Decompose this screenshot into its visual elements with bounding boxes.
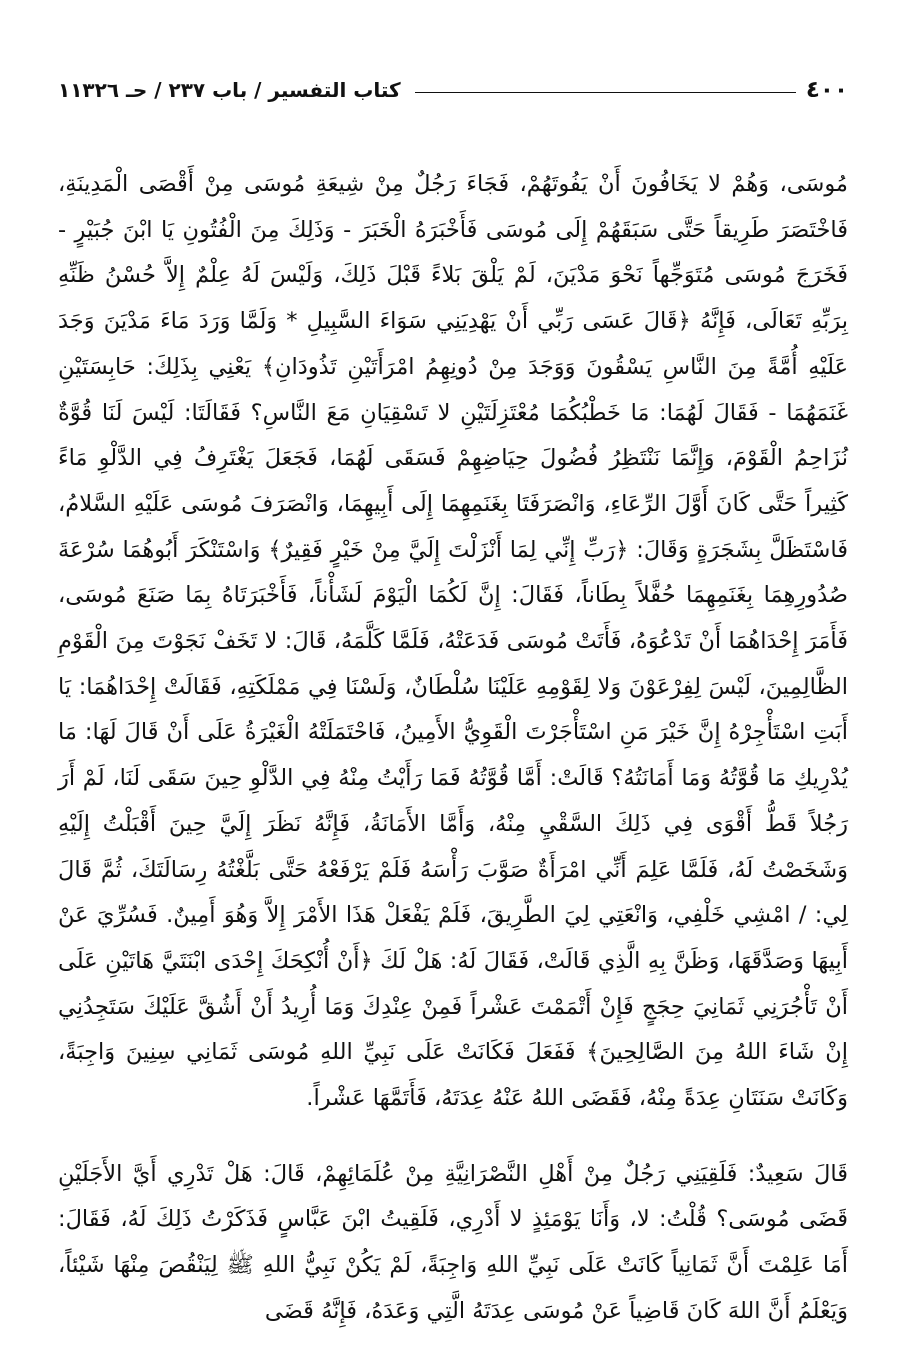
page-number: ٤٠٠ — [805, 77, 848, 103]
paragraph: مُوسَى، وَهُمْ لا يَخَافُونَ أَنْ يَفُوتَهُمْ، فَجَاءَ رَجُلٌ مِنْ شِيعَةِ مُوسَى مِنْ أَقْصَى الْمَدِينَةِ، فَاخْتَصَرَ طَرِيقاً حَتَّى سَبَقَهُمْ إِلَى مُوسَى فَأَخْبَرَهُ الْخَبَرَ - وَذَلِكَ مِنَ الْفُتُونِ يَا ابْنَ جُبَيْرٍ - فَخَرَجَ مُوسَى مُتَوَجِّهاً نَحْوَ مَدْيَنَ، لَمْ يَلْقَ بَلاءً قَبْلَ ذَلِكَ، وَلَيْسَ لَهُ عِلْمٌ إِلاَّ حُسْنُ ظَنِّهِ بِرَبِّهِ تَعَالَى، فَإِنَّهُ ﴿قَالَ عَسَى رَبِّي أَنْ يَهْدِيَنِي سَوَاءَ السَّبِيلِ * وَلَمَّا وَرَدَ مَاءَ مَدْيَنَ وَجَدَ عَلَيْهِ أُمَّةً مِنَ النَّاسِ يَسْقُونَ وَوَجَدَ مِنْ دُونِهِمُ امْرَأَتَيْنِ تَذُودَانِ﴾ يَعْنِي بِذَلِكَ: حَابِسَتَيْنِ غَنَمَهُمَا - فَقَالَ لَهُمَا: مَا خَطْبُكُمَا مُعْتَزِلَتَيْنِ لا تَسْقِيَانِ مَعَ النَّاسِ؟ فَقَالَتَا: لَيْسَ لَنَا قُوَّةٌ نُزَاحِمُ الْقَوْمَ، وَإِنَّمَا نَنْتَظِرُ فُضُولَ حِيَاضِهِمْ فَسَقَى لَهُمَا، فَجَعَلَ يَغْتَرِفُ فِي الدَّلْوِ مَاءً كَثِيراً حَتَّى كَانَ أَوَّلَ الرِّعَاءِ، وَانْصَرَفَتَا بِغَنَمِهِمَا إِلَى أَبِيهِمَا، وَانْصَرَفَ مُوسَى عَلَيْهِ السَّلامُ، فَاسْتَظَلَّ بِشَجَرَةٍ وَقَالَ: ﴿رَبِّ إِنِّي لِمَا أَنْزَلْتَ إِلَيَّ مِنْ خَيْرٍ فَقِيرٌ﴾ وَاسْتَنْكَرَ أَبُوهُمَا سُرْعَةَ صُدُورِهِمَا بِغَنَمِهِمَا حُفَّلاً بِطَاناً، فَقَالَ: إِنَّ لَكُمَا الْيَوْمَ لَشَأْناً، فَأَخْبَرَتَاهُ بِمَا صَنَعَ مُوسَى، فَأَمَرَ إِحْدَاهُمَا أَنْ تَدْعُوَهُ، فَأَتَتْ مُوسَى فَدَعَتْهُ، فَلَمَّا كَلَّمَهُ، قَالَ: لا تَخَفْ نَجَوْتَ مِنَ الْقَوْمِ الظَّالِمِينَ، لَيْسَ لِفِرْعَوْنَ وَلا لِقَوْمِهِ عَلَيْنَا سُلْطَانٌ، وَلَسْنَا فِي مَمْلَكَتِهِ، فَقَالَتْ إِحْدَاهُمَا: يَا أَبَتِ اسْتَأْجِرْهُ إِنَّ خَيْرَ مَنِ اسْتَأْجَرْتَ الْقَوِيُّ الأَمِينُ، فَاحْتَمَلَتْهُ الْغَيْرَةُ عَلَى أَنْ قَالَ لَهَا: مَا يُدْرِيكِ مَا قُوَّتُهُ وَمَا أَمَانَتُهُ؟ قَالَتْ: أَمَّا قُوَّتُهُ فَمَا رَأَيْتُ مِنْهُ فِي الدَّلْوِ حِينَ سَقَى لَنَا، لَمْ أَرَ رَجُلاً قَطُّ أَقْوَى فِي ذَلِكَ السَّقْيِ مِنْهُ، وَأَمَّا الأَمَانَةُ، فَإِنَّهُ نَظَرَ إِلَيَّ حِينَ أَقْبَلْتُ إِلَيْهِ وَشَخَصْتُ لَهُ، فَلَمَّا عَلِمَ أَنِّي امْرَأَةٌ صَوَّبَ رَأْسَهُ فَلَمْ يَرْفَعْهُ حَتَّى بَلَّغْتُهُ رِسَالَتَكَ، ثُمَّ قَالَ لِي: / امْشِي خَلْفِي، وَانْعَتِي لِيَ الطَّرِيقَ، فَلَمْ يَفْعَلْ هَذَا الأَمْرَ إِلاَّ وَهُوَ أَمِينٌ. فَسُرِّيَ عَنْ أَبِيهَا وَصَدَّقَهَا، وَظَنَّ بِهِ الَّذِي قَالَتْ، فَقَالَ لَهُ: هَلْ لَكَ ﴿أَنْ أُنْكِحَكَ إِحْدَى ابْنَتَيَّ هَاتَيْنِ عَلَى أَنْ تَأْجُرَنِي ثَمَانِيَ حِجَجٍ فَإِنْ أَتْمَمْتَ عَشْراً فَمِنْ عِنْدِكَ وَمَا أُرِيدُ أَنْ أَشُقَّ عَلَيْكَ سَتَجِدُنِي إِنْ شَاءَ اللهُ مِنَ الصَّالِحِينَ﴾ فَفَعَلَ فَكَانَتْ عَلَى نَبِيِّ اللهِ مُوسَى ثَمَانِي سِنِينَ وَاجِبَةً، وَكَانَتْ سَنَتَانِ عِدَةً مِنْهُ، فَقَضَى اللهُ عَنْهُ عِدَتَهُ، فَأَتَمَّهَا عَشْراً. — [58, 171, 848, 1112]
body-text — [58, 162, 848, 1335]
paragraph: قَالَ سَعِيدٌ: فَلَقِيَنِي رَجُلٌ مِنْ أَهْلِ النَّصْرَانِيَّةِ مِنْ عُلَمَائِهِمْ، قَالَ: هَلْ تَدْرِي أَيَّ الأَجَلَيْنِ قَضَى مُوسَى؟ قُلْتُ: لا، وَأَنَا يَوْمَئِذٍ لا أَدْرِي، فَلَقِيتُ ابْنَ عَبَّاسٍ فَذَكَرْتُ ذَلِكَ لَهُ، فَقَالَ: أَمَا عَلِمْتَ أَنَّ ثَمَانِياً كَانَتْ عَلَى نَبِيِّ اللهِ وَاجِبَةً، لَمْ يَكُنْ نَبِيُّ اللهِ ﷺ لِيَنْقُصَ مِنْهَا شَيْئاً، وَيَعْلَمُ أَنَّ اللهَ كَانَ قَاضِياً عَنْ مُوسَى عِدَتَهُ الَّتِي وَعَدَهُ، فَإِنَّهُ قَضَى — [58, 1160, 848, 1324]
book-page — [58, 70, 848, 1335]
running-header — [58, 70, 848, 110]
running-title: كتاب التفسير / باب ٢٣٧ / حـ ١١٣٢٦ — [58, 78, 401, 102]
header-rule — [415, 92, 796, 93]
paragraph-separator — [58, 1122, 848, 1152]
